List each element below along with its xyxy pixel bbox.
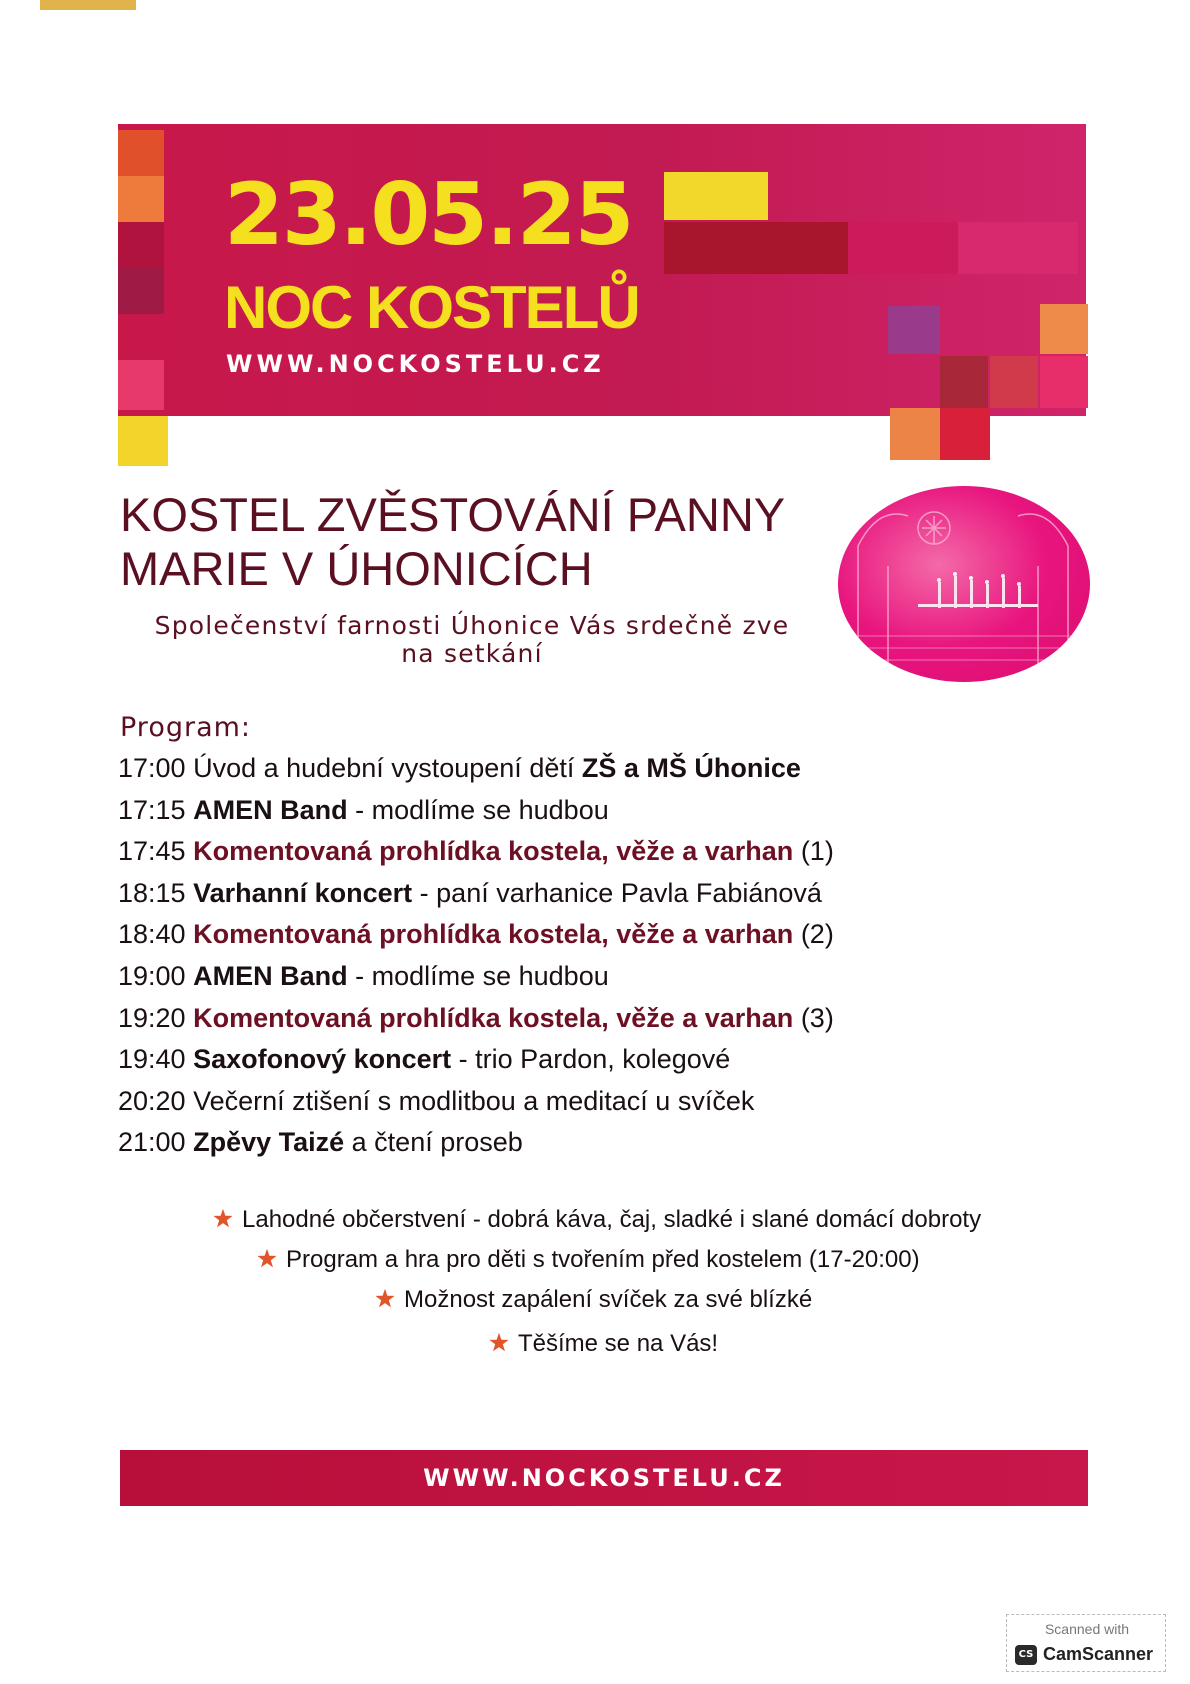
church-title <box>120 488 820 596</box>
program-detail: (1) <box>793 836 834 867</box>
scanned-with-text: Scanned with <box>1044 1621 1130 1637</box>
program-item <box>118 998 1018 1040</box>
banner-square <box>118 222 164 268</box>
program-detail: - modlíme se hudbou <box>347 794 609 825</box>
banner-square <box>940 408 990 460</box>
banner-square <box>940 356 988 408</box>
program-time: 21:00 <box>118 1127 186 1158</box>
note-text: Program a hra pro děti s tvořením před kostelem (17-20:00) <box>286 1246 920 1273</box>
banner-square <box>848 222 958 274</box>
program-item <box>118 956 1018 998</box>
program-item <box>118 914 1018 956</box>
banner-square <box>118 360 164 410</box>
banner-square <box>118 176 164 222</box>
church-title-line: MARIE V ÚHONICÍCH <box>120 542 593 595</box>
program-title: AMEN Band <box>193 960 348 991</box>
event-title: NOC KOSTELŮ <box>224 274 639 341</box>
note-item <box>488 1330 718 1358</box>
note-item <box>212 1206 981 1234</box>
program-time: 18:15 <box>118 877 186 908</box>
star-icon <box>212 1208 234 1230</box>
program-item <box>118 873 1018 915</box>
banner-square <box>990 356 1038 408</box>
banner-square <box>118 268 164 314</box>
program-detail-bold: ZŠ a MŠ Úhonice <box>581 753 801 783</box>
program-title: Varhanní koncert <box>193 877 413 908</box>
star-icon <box>374 1288 396 1310</box>
program-title: Komentovaná prohlídka kostela, věže a varhan <box>193 919 794 950</box>
church-title-line: KOSTEL ZVĚSTOVÁNÍ PANNY <box>120 488 786 541</box>
program-detail: (3) <box>793 1002 834 1033</box>
star-icon <box>256 1248 278 1270</box>
note-text: Možnost zapálení svíček za své blízké <box>404 1286 813 1313</box>
program-item <box>118 1122 1018 1164</box>
banner-square <box>1040 356 1088 408</box>
banner-square <box>118 130 164 176</box>
program-time: 20:20 <box>118 1085 186 1116</box>
program-detail: a čtení proseb <box>344 1127 523 1158</box>
star-icon <box>488 1332 510 1354</box>
footer-url: WWW.NOCKOSTELU.CZ <box>423 1464 785 1492</box>
program-time: 19:40 <box>118 1044 186 1075</box>
banner-url: WWW.NOCKOSTELU.CZ <box>226 350 605 378</box>
corner-tab <box>40 0 136 10</box>
invitation-line: na setkání <box>401 639 543 668</box>
program-time: 18:40 <box>118 919 186 950</box>
program-item <box>118 1039 1018 1081</box>
note-item <box>256 1246 920 1274</box>
banner-square <box>1040 304 1088 354</box>
program-detail: Úvod a hudební vystoupení dětí <box>185 753 582 783</box>
note-item <box>374 1286 812 1314</box>
invitation-text <box>132 612 812 668</box>
program-item <box>118 748 1018 790</box>
program-list <box>118 748 1018 1164</box>
program-title: AMEN Band <box>193 794 348 825</box>
camscanner-badge <box>1006 1614 1166 1672</box>
banner-square <box>664 222 848 274</box>
invitation-line: Společenství farnosti Úhonice Vás srdečně zve <box>154 611 790 640</box>
footer-bar <box>120 1450 1088 1506</box>
banner-square <box>118 416 168 466</box>
note-text: Lahodné občerstvení - dobrá káva, čaj, sladké i slané domácí dobroty <box>242 1206 982 1233</box>
camscanner-logo-icon: CS <box>1015 1645 1037 1665</box>
program-item <box>118 831 1018 873</box>
program-detail: - modlíme se hudbou <box>347 960 609 991</box>
banner-square <box>890 408 940 460</box>
program-item <box>118 790 1018 832</box>
camscanner-name: CamScanner <box>1043 1644 1154 1664</box>
church-interior-photo <box>838 486 1090 682</box>
program-detail: (2) <box>793 919 834 950</box>
program-detail: - trio Pardon, kolegové <box>451 1044 731 1075</box>
program-time: 17:45 <box>118 836 186 867</box>
program-item <box>118 1081 1018 1123</box>
program-time: 19:20 <box>118 1002 186 1033</box>
church-interior-image <box>838 486 1090 682</box>
program-title: Saxofonový koncert <box>193 1044 452 1075</box>
program-time: 17:15 <box>118 794 186 825</box>
program-title: Komentovaná prohlídka kostela, věže a varhan <box>193 1002 794 1033</box>
banner-square <box>958 222 1078 274</box>
program-detail: - paní varhanice Pavla Fabiánová <box>412 877 822 908</box>
banner-square <box>888 306 940 354</box>
program-title: Komentovaná prohlídka kostela, věže a varhan <box>193 836 794 867</box>
program-heading: Program: <box>120 712 252 743</box>
program-time: 17:00 <box>118 753 186 783</box>
event-date: 23.05.25 <box>224 165 633 265</box>
program-time: 19:00 <box>118 960 186 991</box>
note-text: Těšíme se na Vás! <box>518 1330 719 1357</box>
program-detail: Večerní ztišení s modlitbou a meditací u svíček <box>185 1085 755 1116</box>
banner-square <box>664 172 768 220</box>
program-title: Zpěvy Taizé <box>193 1127 345 1158</box>
